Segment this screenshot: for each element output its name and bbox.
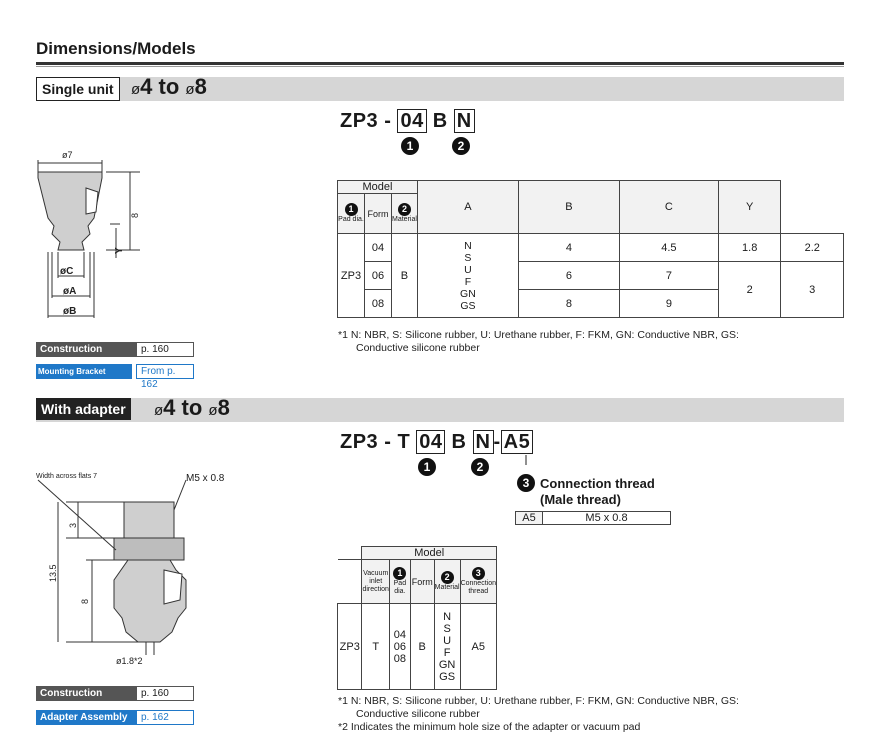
ref-construction-1[interactable]: Construction p. 160: [36, 342, 196, 357]
section-range: ø4 to ø8: [131, 74, 207, 99]
dim-b: øB: [63, 306, 77, 317]
section-label: Single unit: [36, 77, 120, 101]
dim-3: 3: [68, 522, 78, 528]
th-model: Model: [338, 181, 418, 194]
with-adapter-drawing: [36, 470, 236, 670]
page-title: Dimensions/Models: [36, 39, 196, 58]
section-with-adapter-header: [36, 395, 844, 422]
title-rule-thin: [36, 66, 844, 67]
with-adapter-table: Model Vacuum inlet direction 1 Pad dia. Form 2 Material 3 Connection thread ZP3 T 04 06 08 B N S U F GN GS A5: [337, 546, 497, 690]
single-unit-table: Model A B C Y 1 Pad dia. Form 2 Material ZP3 04 B N S U F GN GS 4 4.5 1.8 2.2 06 6 7 2 3 08 8 9: [337, 180, 844, 318]
section-single-unit-header: [36, 74, 844, 101]
dim-c: øC: [60, 266, 74, 277]
callout-2: 2: [452, 137, 470, 155]
th-model: Model: [362, 547, 497, 560]
section-range: ø4 to ø8: [154, 395, 230, 420]
label-thread: M5 x 0.8: [186, 473, 225, 484]
section-label: With adapter: [36, 398, 131, 420]
model-code-adapter: ZP3 - T 04 B N - A5: [340, 431, 533, 454]
ref-construction-2[interactable]: Construction p. 160: [36, 686, 196, 701]
single-unit-drawing: [30, 148, 160, 328]
dim-a: øA: [63, 286, 77, 297]
label-width-across-flats: Width across flats 7: [36, 473, 98, 480]
ref-mounting-bracket[interactable]: Mounting Bracket Assembly From p. 162: [36, 364, 196, 379]
dim-d7: ø7: [62, 150, 73, 160]
note-materials-2: *1 N: NBR, S: Silicone rubber, U: Urethane rubber, F: FKM, GN: Conductive NBR, GS: Conductive silicone rubber *2 Indicates the minimum hole size of the adapter or vacuum pad: [338, 695, 848, 734]
dim-13-5: 13.5: [48, 564, 58, 582]
dim-d1-8: ø1.8*2: [116, 656, 143, 666]
note-hole-size: *2 Indicates the minimum hole size of the adapter or vacuum pad: [338, 721, 641, 733]
callout-1: 1: [401, 137, 419, 155]
connection-thread-table: A5 M5 x 0.8: [515, 511, 671, 525]
title-rule: [36, 62, 844, 65]
note-materials-1: *1 N: NBR, S: Silicone rubber, U: Urethane rubber, F: FKM, GN: Conductive NBR, GS: Conductive silicone rubber: [338, 329, 739, 354]
model-code-single: ZP3 - 04 B N: [340, 110, 475, 133]
dim-8: 8: [80, 598, 90, 604]
connection-thread-title: Connection thread (Male thread): [540, 476, 655, 507]
callout-3: 3: [517, 474, 535, 492]
callout-2: 2: [471, 458, 489, 476]
dim-8: 8: [130, 212, 140, 218]
callout-3-leader: [516, 455, 536, 475]
callout-1: 1: [418, 458, 436, 476]
ref-adapter-assembly[interactable]: Adapter Assembly p. 162: [36, 710, 196, 725]
dim-y: Y: [114, 247, 125, 254]
